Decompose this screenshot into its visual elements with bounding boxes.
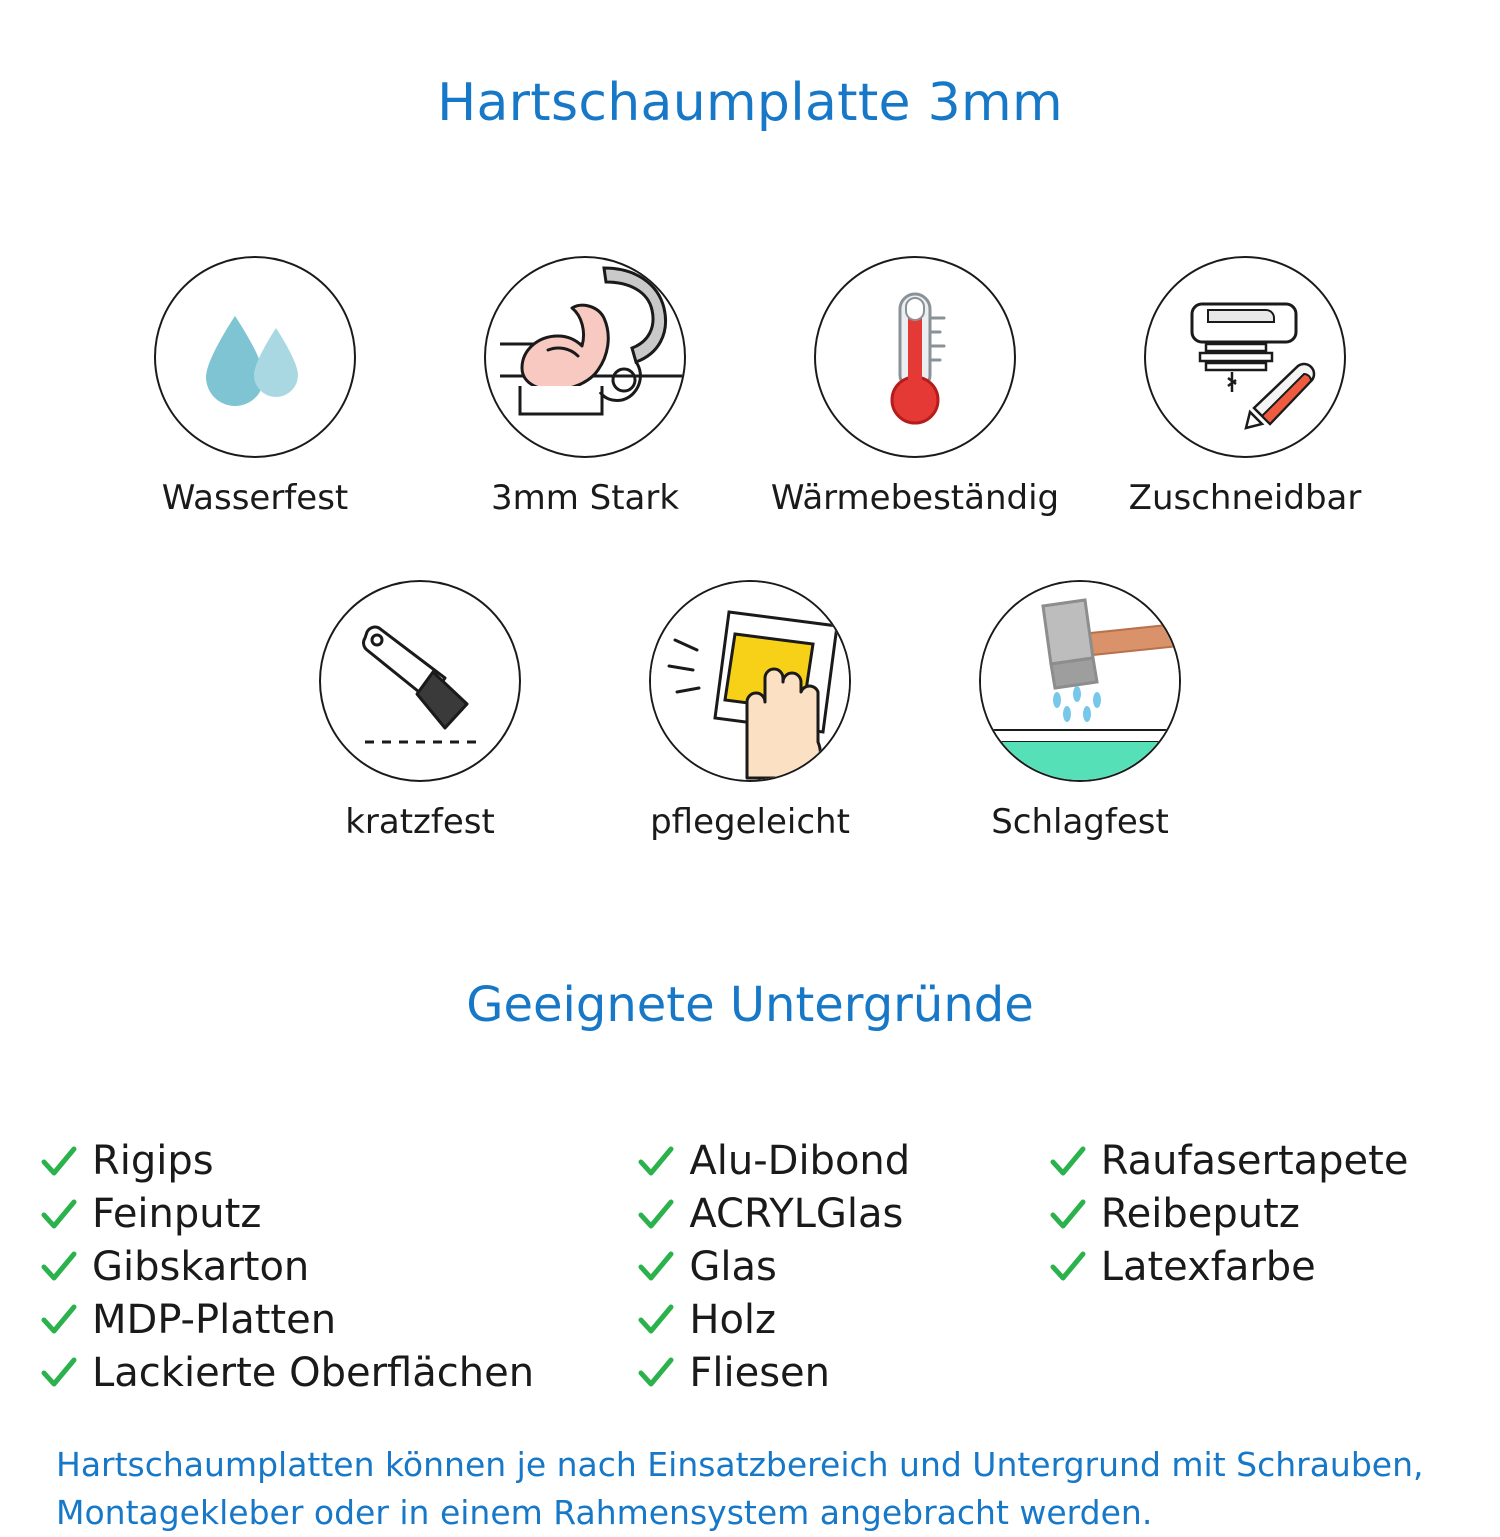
list-item xyxy=(637,1349,1048,1398)
check-icon xyxy=(40,1196,78,1234)
list-item-label: Fliesen xyxy=(689,1349,831,1396)
list-item xyxy=(1049,1243,1460,1292)
check-icon xyxy=(40,1354,78,1392)
feature-row-2 xyxy=(0,518,1500,842)
list-item xyxy=(40,1243,637,1292)
list-item-label: Latexfarbe xyxy=(1100,1243,1316,1290)
feature-label: Zuschneidbar xyxy=(1128,477,1362,518)
list-item xyxy=(637,1296,1048,1345)
check-icon xyxy=(40,1301,78,1339)
feature-row-1 xyxy=(0,190,1500,518)
check-icon xyxy=(637,1248,675,1286)
list-item-label: Lackierte Oberflächen xyxy=(92,1349,535,1396)
check-icon xyxy=(637,1143,675,1181)
list-item-label: Rigips xyxy=(92,1138,214,1185)
strong-arm-icon xyxy=(484,256,686,458)
list-item-label: ACRYLGlas xyxy=(689,1191,904,1238)
check-icon xyxy=(1049,1248,1087,1286)
list-item-label: Glas xyxy=(689,1243,777,1290)
feature-label: Wasserfest xyxy=(161,477,349,518)
feature-zuschneidbar xyxy=(1080,256,1410,518)
list-item-label: Alu-Dibond xyxy=(689,1138,911,1185)
feature-schlagfest xyxy=(915,580,1245,842)
list-item xyxy=(637,1137,1048,1186)
list-item xyxy=(637,1190,1048,1239)
list-item xyxy=(1049,1190,1460,1239)
list-item-label: Feinputz xyxy=(92,1191,262,1238)
hammer-impact-icon xyxy=(979,580,1181,782)
substrates-column-2 xyxy=(637,1137,1048,1397)
list-item xyxy=(1049,1137,1460,1186)
substrates-list xyxy=(0,1097,1500,1397)
feature-pflegeleicht xyxy=(585,580,915,842)
check-icon xyxy=(637,1196,675,1234)
check-icon xyxy=(637,1301,675,1339)
feature-3mm-stark xyxy=(420,256,750,518)
check-icon xyxy=(1049,1196,1087,1234)
list-item xyxy=(40,1190,637,1239)
feature-label: Wärmebeständig xyxy=(770,477,1060,518)
list-item xyxy=(40,1137,637,1186)
feature-kratzfest xyxy=(255,580,585,842)
thermometer-icon xyxy=(814,256,1016,458)
list-item-label: Holz xyxy=(689,1296,777,1343)
feature-label: pflegeleicht xyxy=(650,801,850,842)
water-drops-icon xyxy=(154,256,356,458)
list-item xyxy=(637,1243,1048,1292)
substrates-title: Geeignete Untergründe xyxy=(466,977,1034,1034)
substrates-column-3 xyxy=(1049,1137,1460,1397)
substrates-column-1 xyxy=(40,1137,637,1397)
list-item-label: Raufasertapete xyxy=(1100,1138,1409,1185)
knife-scratch-icon xyxy=(319,580,521,782)
feature-waermebestaendig xyxy=(750,256,1080,518)
footer-note: Hartschaumplatten können je nach Einsatzbereich und Untergrund mit Schrauben, Montagekleber oder in einem Rahmensystem angebracht werden. xyxy=(56,1445,1424,1533)
check-icon xyxy=(1049,1143,1087,1181)
check-icon xyxy=(40,1248,78,1286)
list-item-label: MDP-Platten xyxy=(92,1296,337,1343)
feature-wasserfest xyxy=(90,256,420,518)
feature-label: 3mm Stark xyxy=(490,477,680,518)
check-icon xyxy=(637,1354,675,1392)
page-title: Hartschaumplatte 3mm xyxy=(437,72,1063,133)
feature-label: kratzfest xyxy=(345,801,495,842)
jigsaw-cutter-icon xyxy=(1144,256,1346,458)
check-icon xyxy=(40,1143,78,1181)
cleaning-cloth-hand-icon xyxy=(649,580,851,782)
list-item-label: Reibeputz xyxy=(1100,1191,1300,1238)
feature-label: Schlagfest xyxy=(991,801,1169,842)
list-item-label: Gibskarton xyxy=(92,1243,310,1290)
list-item xyxy=(40,1349,637,1398)
list-item xyxy=(40,1296,637,1345)
